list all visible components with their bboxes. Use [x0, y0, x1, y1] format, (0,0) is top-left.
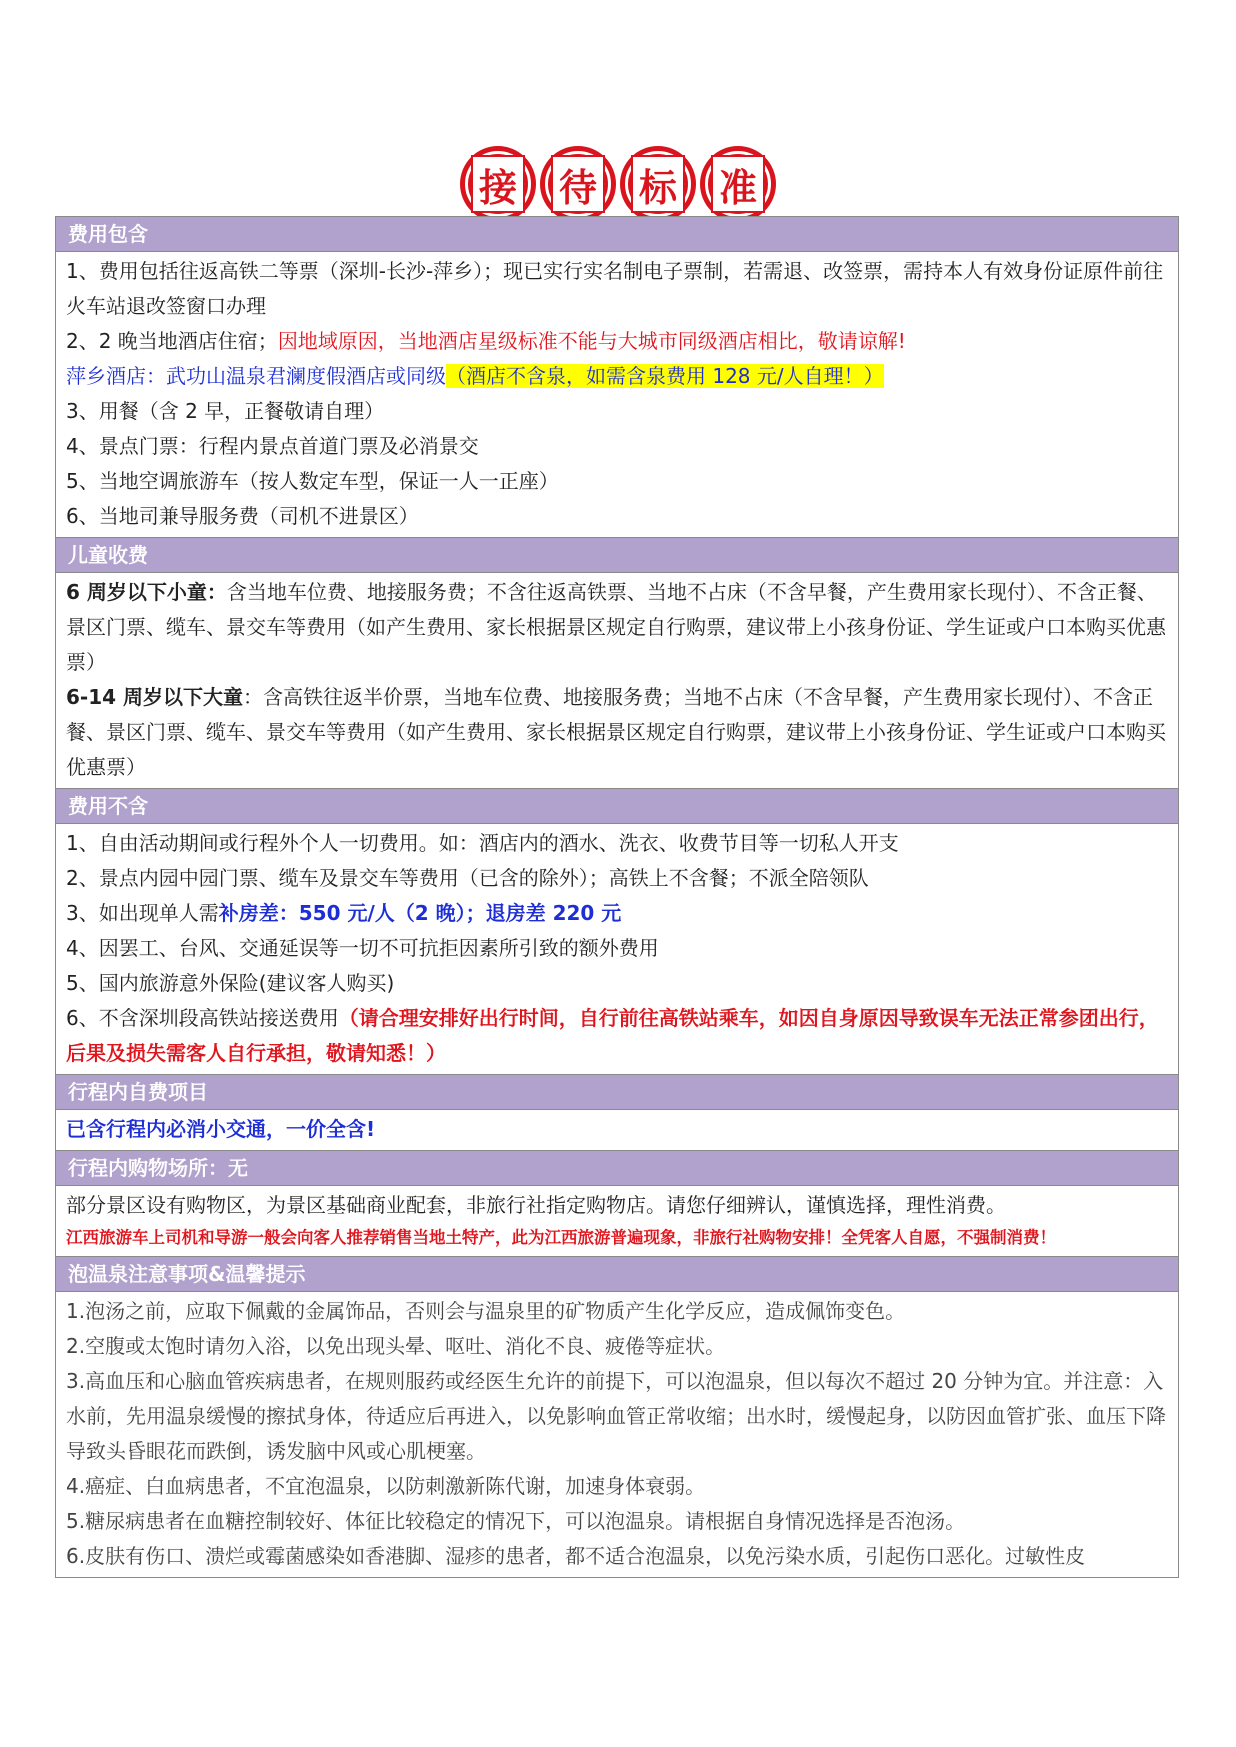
hot-spring-fee-note: （酒店不含泉，如需含泉费用 128 元/人自理！）: [446, 364, 884, 388]
included-line-4: 4、景点门票：行程内景点首道门票及必消景交: [66, 434, 479, 458]
title-seal-4: [700, 146, 776, 222]
excluded-line-5: 5、国内旅游意外保险(建议客人购买): [66, 971, 395, 995]
excluded-line-1: 1、自由活动期间或行程外个人一切费用。如：酒店内的酒水、洗衣、收费节目等一切私人开支: [66, 831, 899, 855]
section-body-self-pay: [56, 1110, 1178, 1151]
section-header-children: 儿童收费: [56, 538, 1178, 573]
hotel-standard-notice: 因地域原因，当地酒店星级标准不能与大城市同级酒店相比，敬请谅解!: [277, 329, 906, 353]
hot-spring-tip-6: 6.皮肤有伤口、溃烂或霉菌感染如香港脚、湿疹的患者，都不适合泡温泉，以免污染水质，引起伤口恶化。过敏性皮: [66, 1544, 1086, 1568]
section-header-hot-spring: 泡温泉注意事项&温馨提示: [56, 1257, 1178, 1292]
small-child-label: 6 周岁以下小童：: [66, 580, 227, 604]
hot-spring-tip-2: 2.空腹或太饱时请勿入浴，以免出现头晕、呕吐、消化不良、疲倦等症状。: [66, 1334, 726, 1358]
excluded-line-4: 4、因罢工、台风、交通延误等一切不可抗拒因素所引致的额外费用: [66, 936, 659, 960]
excluded-line-3-text: 3、如出现单人需: [66, 901, 219, 925]
excluded-line-3: [66, 896, 1168, 931]
big-child-label: 6-14 周岁以下大童: [66, 685, 244, 709]
title-char: 接: [471, 155, 525, 213]
included-line-2-text: 2、2 晚当地酒店住宿；: [66, 329, 278, 353]
children-small-policy: [66, 575, 1168, 680]
included-hotel-line: [66, 359, 1168, 394]
hot-spring-tip-3: 3.高血压和心脑血管疾病患者，在规则服药或经医生允许的前提下，可以泡温泉，但以每次不超过 20 分钟为宜。并注意：入水前，先用温泉缓慢的擦拭身体，待适应后再进入，以免影响血管正常收缩；出水时，缓慢起身，以防因血管扩张、血压下降导致头昏眼花而跌倒，诱发脑中风或心肌梗塞。: [66, 1369, 1166, 1463]
section-body-shopping: [56, 1186, 1178, 1257]
hot-spring-tip-5: 5.糖尿病患者在血糖控制较好、体征比较稳定的情况下，可以泡温泉。请根据自身情况选择是否泡汤。: [66, 1509, 966, 1533]
excluded-line-2: 2、景点内园中园门票、缆车及景交车等费用（已含的除外）；高铁上不含餐；不派全陪领队: [66, 866, 869, 890]
included-line-3: 3、用餐（含 2 早，正餐敬请自理）: [66, 399, 385, 423]
included-line-6: 6、当地司兼导服务费（司机不进景区）: [66, 504, 419, 528]
title-seal-1: [460, 146, 536, 222]
hot-spring-tip-1: 1.泡汤之前，应取下佩戴的金属饰品，否则会与温泉里的矿物质产生化学反应，造成佩饰变色。: [66, 1299, 906, 1323]
small-child-text: 含当地车位费、地接服务费；不含往返高铁票、当地不占床（不含早餐，产生费用家长现付）、不含正餐、景区门票、缆车、景交车等费用（如产生费用、家长根据景区规定自行购票，建议带上小孩身份证、学生证或户口本购买优惠票）: [66, 580, 1166, 674]
title-char: 待: [551, 155, 605, 213]
excluded-line-6: [66, 1001, 1168, 1071]
title-seal-2: [540, 146, 616, 222]
big-child-text: ：含高铁往返半价票，当地车位费、地接服务费；当地不占床（不含早餐，产生费用家长现付）、不含正餐、景区门票、缆车、景交车等费用（如产生费用、家长根据景区规定自行购票，建议带上小孩身份证、学生证或户口本购买优惠票）: [66, 685, 1166, 779]
reception-standard-table: [55, 216, 1179, 1578]
title-char: 准: [711, 155, 765, 213]
included-line-5: 5、当地空调旅游车（按人数定车型，保证一人一正座）: [66, 469, 559, 493]
title-char: 标: [631, 155, 685, 213]
section-body-children: [56, 573, 1178, 789]
included-line-2: [66, 324, 1168, 359]
children-big-policy: [66, 680, 1168, 785]
shopping-text: 部分景区设有购物区，为景区基础商业配套，非旅行社指定购物店。请您仔细辨认，谨慎选择，理性消费。: [66, 1193, 1006, 1217]
section-body-included: [56, 252, 1178, 538]
hotel-name: 萍乡酒店：武功山温泉君澜度假酒店或同级: [66, 364, 446, 388]
section-header-included: 费用包含: [56, 217, 1178, 252]
included-line-1: 1、费用包括往返高铁二等票（深圳-长沙-萍乡）；现已实行实名制电子票制，若需退、改签票，需持本人有效身份证原件前往火车站退改签窗口办理: [66, 259, 1164, 318]
shopping-warning: 江西旅游车上司机和导游一般会向客人推荐销售当地土特产，此为江西旅游普遍现象，非旅行社购物安排！全凭客人自愿，不强制消费！: [66, 1228, 1056, 1247]
room-difference-fee: 补房差：550 元/人（2 晚）；退房差 220 元: [218, 901, 622, 925]
section-body-hot-spring: [56, 1292, 1178, 1578]
transfer-warning: （请合理安排好出行时间，自行前往高铁站乘车，如因自身原因导致误车无法正常参团出行，后果及损失需客人自行承担，敬请知悉！）: [66, 1006, 1159, 1065]
excluded-line-6-text: 6、不含深圳段高铁站接送费用: [66, 1006, 339, 1030]
self-pay-text: 已含行程内必消小交通，一价全含!: [66, 1117, 376, 1141]
title-seal-3: [620, 146, 696, 222]
section-header-excluded: 费用不含: [56, 789, 1178, 824]
section-body-excluded: [56, 824, 1178, 1075]
section-header-shopping: 行程内购物场所：无: [56, 1151, 1178, 1186]
hot-spring-tip-4: 4.癌症、白血病患者，不宜泡温泉，以防刺激新陈代谢，加速身体衰弱。: [66, 1474, 706, 1498]
section-header-self-pay: 行程内自费项目: [56, 1075, 1178, 1110]
